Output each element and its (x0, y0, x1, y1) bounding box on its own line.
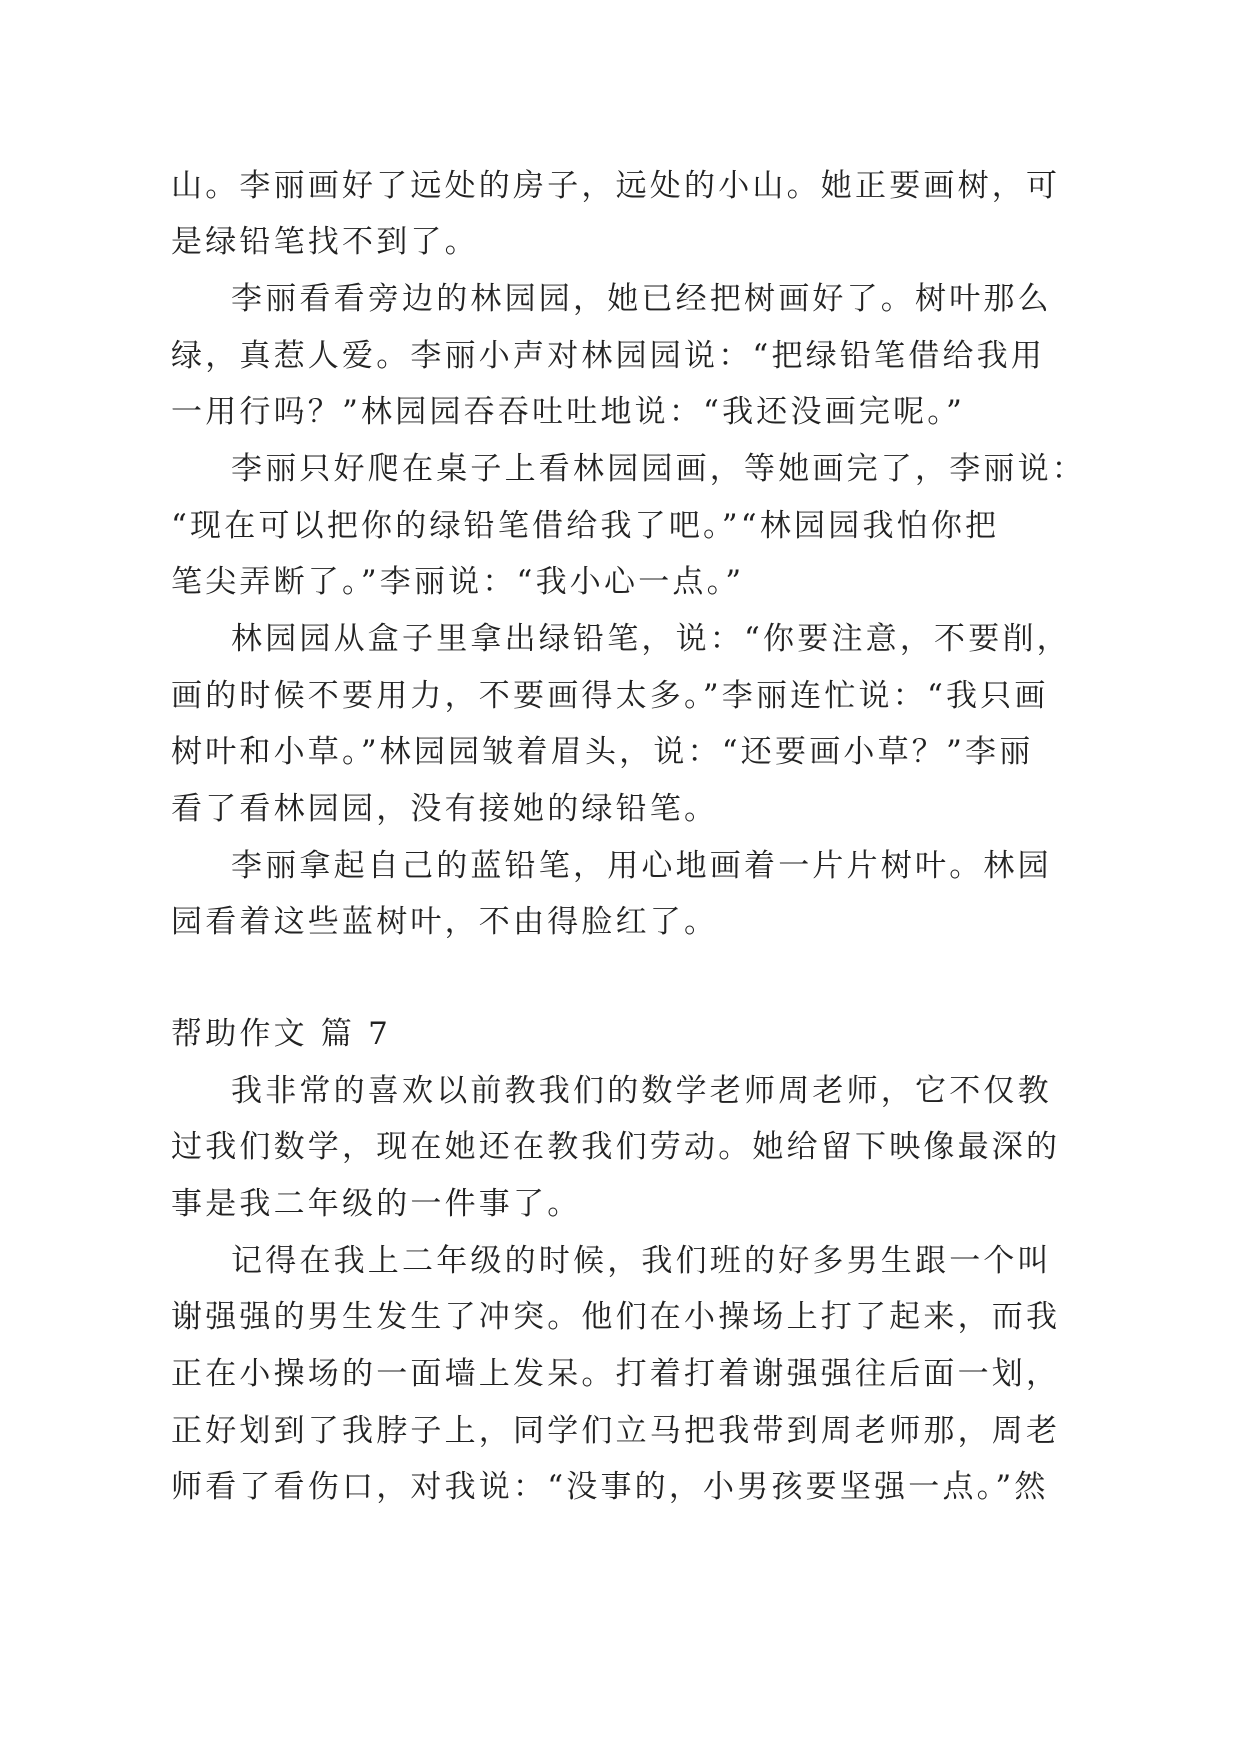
text-line: 事是我二年级的一件事了。 (171, 1186, 582, 1222)
text-line: 师看了看伤口，对我说：“没事的，小男孩要坚强一点。”然 (171, 1469, 1049, 1505)
text-line: 谢强强的男生发生了冲突。他们在小操场上打了起来，而我 (171, 1299, 1061, 1335)
text-line: 过我们数学，现在她还在教我们劳动。她给留下映像最深的 (171, 1129, 1061, 1165)
text-line: 笔尖弄断了。”李丽说：“我小心一点。” (171, 564, 745, 600)
text-line: 李丽只好爬在桌子上看林园园画，等她画完了，李丽说： (231, 451, 1086, 487)
text-line: 记得在我上二年级的时候，我们班的好多男生跟一个叫 (231, 1243, 1052, 1279)
text-line: 画的时候不要用力，不要画得太多。”李丽连忙说：“我只画 (171, 678, 1049, 714)
text-line: 正好划到了我脖子上，同学们立马把我带到周老师那，周老 (171, 1413, 1061, 1449)
text-line: “现在可以把你的绿铅笔借给我了吧。”“林园园我怕你把 (171, 508, 1000, 544)
text-line: 绿，真惹人爱。李丽小声对林园园说：“把绿铅笔借给我用 (171, 338, 1046, 374)
text-line: 正在小操场的一面墙上发呆。打着打着谢强强往后面一划， (171, 1356, 1061, 1392)
text-line: 一用行吗？”林园园吞吞吐吐地说：“我还没画完呢。” (171, 394, 966, 430)
text-line: 山。李丽画好了远处的房子，远处的小山。她正要画树，可 (171, 168, 1061, 204)
text-line: 林园园从盒子里拿出绿铅笔，说：“你要注意，不要削， (231, 621, 1071, 657)
section-heading: 帮助作文 篇 7 (171, 1016, 392, 1052)
text-line: 李丽拿起自己的蓝铅笔，用心地画着一片片树叶。林园 (231, 848, 1052, 884)
text-line: 李丽看看旁边的林园园，她已经把树画好了。树叶那么 (231, 281, 1052, 317)
text-line: 树叶和小草。”林园园皱着眉头，说：“还要画小草？”李丽 (171, 734, 1034, 770)
text-line: 看了看林园园，没有接她的绿铅笔。 (171, 791, 719, 827)
text-line: 园看着这些蓝树叶，不由得脸红了。 (171, 904, 719, 940)
text-line: 我非常的喜欢以前教我们的数学老师周老师，它不仅教 (231, 1073, 1052, 1109)
text-line: 是绿铅笔找不到了。 (171, 224, 479, 260)
